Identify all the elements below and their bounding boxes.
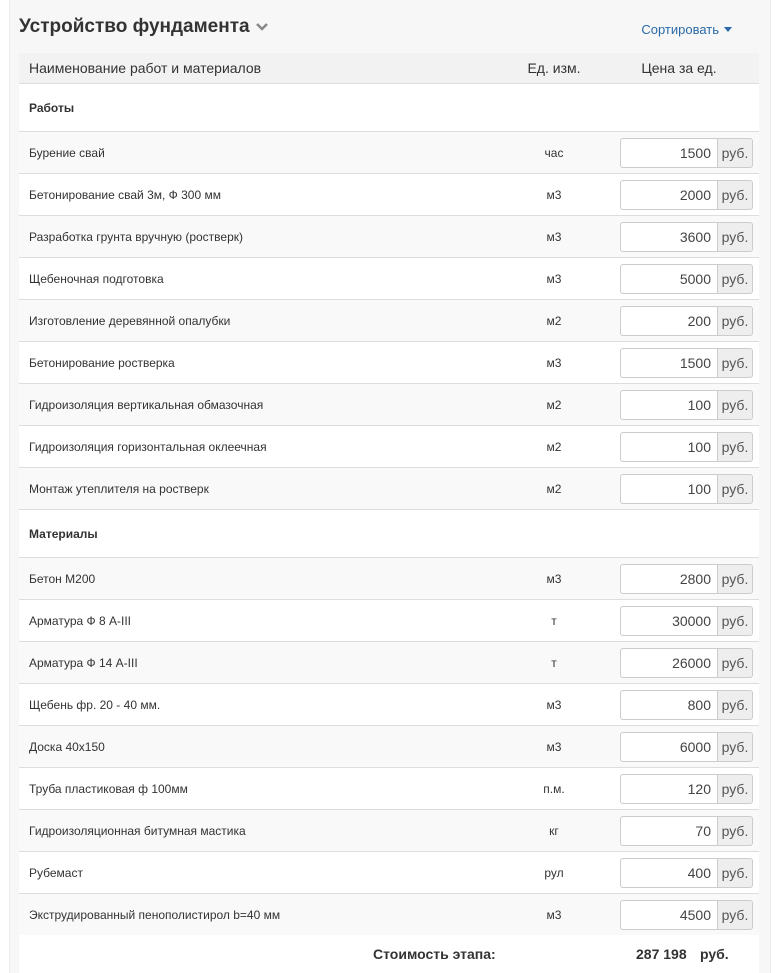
price-input[interactable] bbox=[620, 606, 717, 636]
total-value: 287 198 bbox=[636, 946, 687, 962]
column-header-price: Цена за ед. bbox=[641, 60, 717, 76]
currency-addon: руб. bbox=[717, 648, 753, 678]
item-name: Бетон М200 bbox=[29, 571, 96, 586]
table-row bbox=[19, 768, 759, 810]
item-unit: кг bbox=[549, 823, 559, 838]
item-unit: рул bbox=[544, 865, 564, 880]
currency-addon: руб. bbox=[717, 690, 753, 720]
currency-addon: руб. bbox=[717, 774, 753, 804]
price-input[interactable] bbox=[620, 474, 717, 504]
sort-label: Сортировать bbox=[641, 22, 719, 37]
currency-addon: руб. bbox=[717, 138, 753, 168]
item-name: Щебень фр. 20 - 40 мм. bbox=[29, 697, 161, 712]
item-name: Бетонирование свай 3м, Ф 300 мм bbox=[29, 187, 221, 202]
currency-addon: руб. bbox=[717, 816, 753, 846]
price-input-group bbox=[620, 306, 753, 336]
currency-addon: руб. bbox=[717, 390, 753, 420]
price-input-group bbox=[620, 648, 753, 678]
item-name: Изготовление деревянной опалубки bbox=[29, 313, 231, 328]
stage-title[interactable] bbox=[19, 16, 268, 38]
price-input-group bbox=[620, 564, 753, 594]
currency-addon: руб. bbox=[717, 306, 753, 336]
price-input-group bbox=[620, 390, 753, 420]
section-header: Работы bbox=[19, 84, 759, 132]
price-input-group bbox=[620, 348, 753, 378]
price-input[interactable] bbox=[620, 348, 717, 378]
currency-addon: руб. bbox=[717, 264, 753, 294]
item-unit: м3 bbox=[546, 571, 562, 586]
currency-addon: руб. bbox=[717, 732, 753, 762]
price-input[interactable] bbox=[620, 138, 717, 168]
price-input[interactable] bbox=[620, 390, 717, 420]
price-input[interactable] bbox=[620, 900, 717, 930]
price-input[interactable] bbox=[620, 774, 717, 804]
price-input[interactable] bbox=[620, 264, 717, 294]
table-row bbox=[19, 894, 759, 936]
item-name: Экструдированный пенополистирол b=40 мм bbox=[29, 907, 281, 922]
item-name: Труба пластиковая ф 100мм bbox=[29, 781, 188, 796]
item-name: Гидроизоляционная битумная мастика bbox=[29, 823, 246, 838]
item-name: Бурение свай bbox=[29, 145, 105, 160]
table-row bbox=[19, 558, 759, 600]
column-header-name: Наименование работ и материалов bbox=[29, 60, 262, 76]
price-input[interactable] bbox=[620, 180, 717, 210]
price-input[interactable] bbox=[620, 816, 717, 846]
item-unit: т bbox=[551, 655, 557, 670]
price-input[interactable] bbox=[620, 306, 717, 336]
table-row bbox=[19, 342, 759, 384]
price-input-group bbox=[620, 816, 753, 846]
currency-addon: руб. bbox=[717, 900, 753, 930]
price-input-group bbox=[620, 690, 753, 720]
price-input[interactable] bbox=[620, 690, 717, 720]
table-row bbox=[19, 684, 759, 726]
table-row bbox=[19, 852, 759, 894]
total-label: Стоимость этапа: bbox=[373, 946, 496, 962]
table-row bbox=[19, 174, 759, 216]
price-input-group bbox=[620, 264, 753, 294]
price-input-group bbox=[620, 432, 753, 462]
stage-total bbox=[19, 935, 759, 973]
price-input-group bbox=[620, 138, 753, 168]
currency-addon: руб. bbox=[717, 432, 753, 462]
item-unit: м2 bbox=[546, 481, 562, 496]
table-row bbox=[19, 384, 759, 426]
price-input[interactable] bbox=[620, 648, 717, 678]
table-row bbox=[19, 132, 759, 174]
currency-addon: руб. bbox=[717, 606, 753, 636]
column-header-unit: Ед. изм. bbox=[527, 60, 581, 76]
price-input-group bbox=[620, 732, 753, 762]
table-row bbox=[19, 642, 759, 684]
chevron-down-icon[interactable] bbox=[256, 23, 268, 31]
table-row bbox=[19, 810, 759, 852]
table-row bbox=[19, 216, 759, 258]
table-body bbox=[19, 84, 759, 936]
total-currency: руб. bbox=[700, 946, 729, 962]
item-unit: п.м. bbox=[543, 781, 565, 796]
stage-title-text: Устройство фундамента bbox=[19, 16, 250, 37]
item-name: Гидроизоляция вертикальная обмазочная bbox=[29, 397, 264, 412]
item-unit: м3 bbox=[546, 187, 562, 202]
table-row bbox=[19, 468, 759, 510]
item-name: Щебеночная подготовка bbox=[29, 271, 164, 286]
price-input[interactable] bbox=[620, 564, 717, 594]
item-name: Бетонирование ростверка bbox=[29, 355, 175, 370]
price-input-group bbox=[620, 858, 753, 888]
sort-dropdown[interactable] bbox=[641, 22, 732, 37]
section-rows bbox=[19, 558, 759, 936]
item-name: Рубемаст bbox=[29, 865, 83, 880]
price-input-group bbox=[620, 606, 753, 636]
price-input-group bbox=[620, 180, 753, 210]
table-header bbox=[19, 53, 759, 84]
item-unit: м3 bbox=[546, 697, 562, 712]
item-name: Арматура Ф 8 A-III bbox=[29, 613, 131, 628]
currency-addon: руб. bbox=[717, 564, 753, 594]
item-unit: м3 bbox=[546, 739, 562, 754]
price-input-group bbox=[620, 222, 753, 252]
item-unit: м2 bbox=[546, 313, 562, 328]
price-input-group bbox=[620, 474, 753, 504]
section-rows bbox=[19, 132, 759, 510]
price-input[interactable] bbox=[620, 432, 717, 462]
table-row bbox=[19, 258, 759, 300]
price-input[interactable] bbox=[620, 222, 717, 252]
item-unit: м3 bbox=[546, 907, 562, 922]
item-name: Арматура Ф 14 A-III bbox=[29, 655, 138, 670]
price-input-group bbox=[620, 900, 753, 930]
currency-addon: руб. bbox=[717, 348, 753, 378]
currency-addon: руб. bbox=[717, 180, 753, 210]
item-name: Гидроизоляция горизонтальная оклеечная bbox=[29, 439, 267, 454]
section-header: Материалы bbox=[19, 510, 759, 558]
item-unit: час bbox=[544, 145, 564, 160]
price-input-group bbox=[620, 774, 753, 804]
item-name: Монтаж утеплителя на ростверк bbox=[29, 481, 209, 496]
item-unit: м2 bbox=[546, 397, 562, 412]
price-input[interactable] bbox=[620, 858, 717, 888]
table-row bbox=[19, 600, 759, 642]
table-row bbox=[19, 426, 759, 468]
item-unit: т bbox=[551, 613, 557, 628]
currency-addon: руб. bbox=[717, 222, 753, 252]
price-input[interactable] bbox=[620, 732, 717, 762]
item-name: Доска 40х150 bbox=[29, 739, 105, 754]
table-row bbox=[19, 726, 759, 768]
item-unit: м3 bbox=[546, 355, 562, 370]
estimate-table bbox=[19, 53, 759, 936]
item-unit: м3 bbox=[546, 271, 562, 286]
item-unit: м3 bbox=[546, 229, 562, 244]
caret-down-icon bbox=[724, 27, 732, 32]
currency-addon: руб. bbox=[717, 858, 753, 888]
item-unit: м2 bbox=[546, 439, 562, 454]
table-row bbox=[19, 300, 759, 342]
item-name: Разработка грунта вручную (ростверк) bbox=[29, 229, 244, 244]
currency-addon: руб. bbox=[717, 474, 753, 504]
